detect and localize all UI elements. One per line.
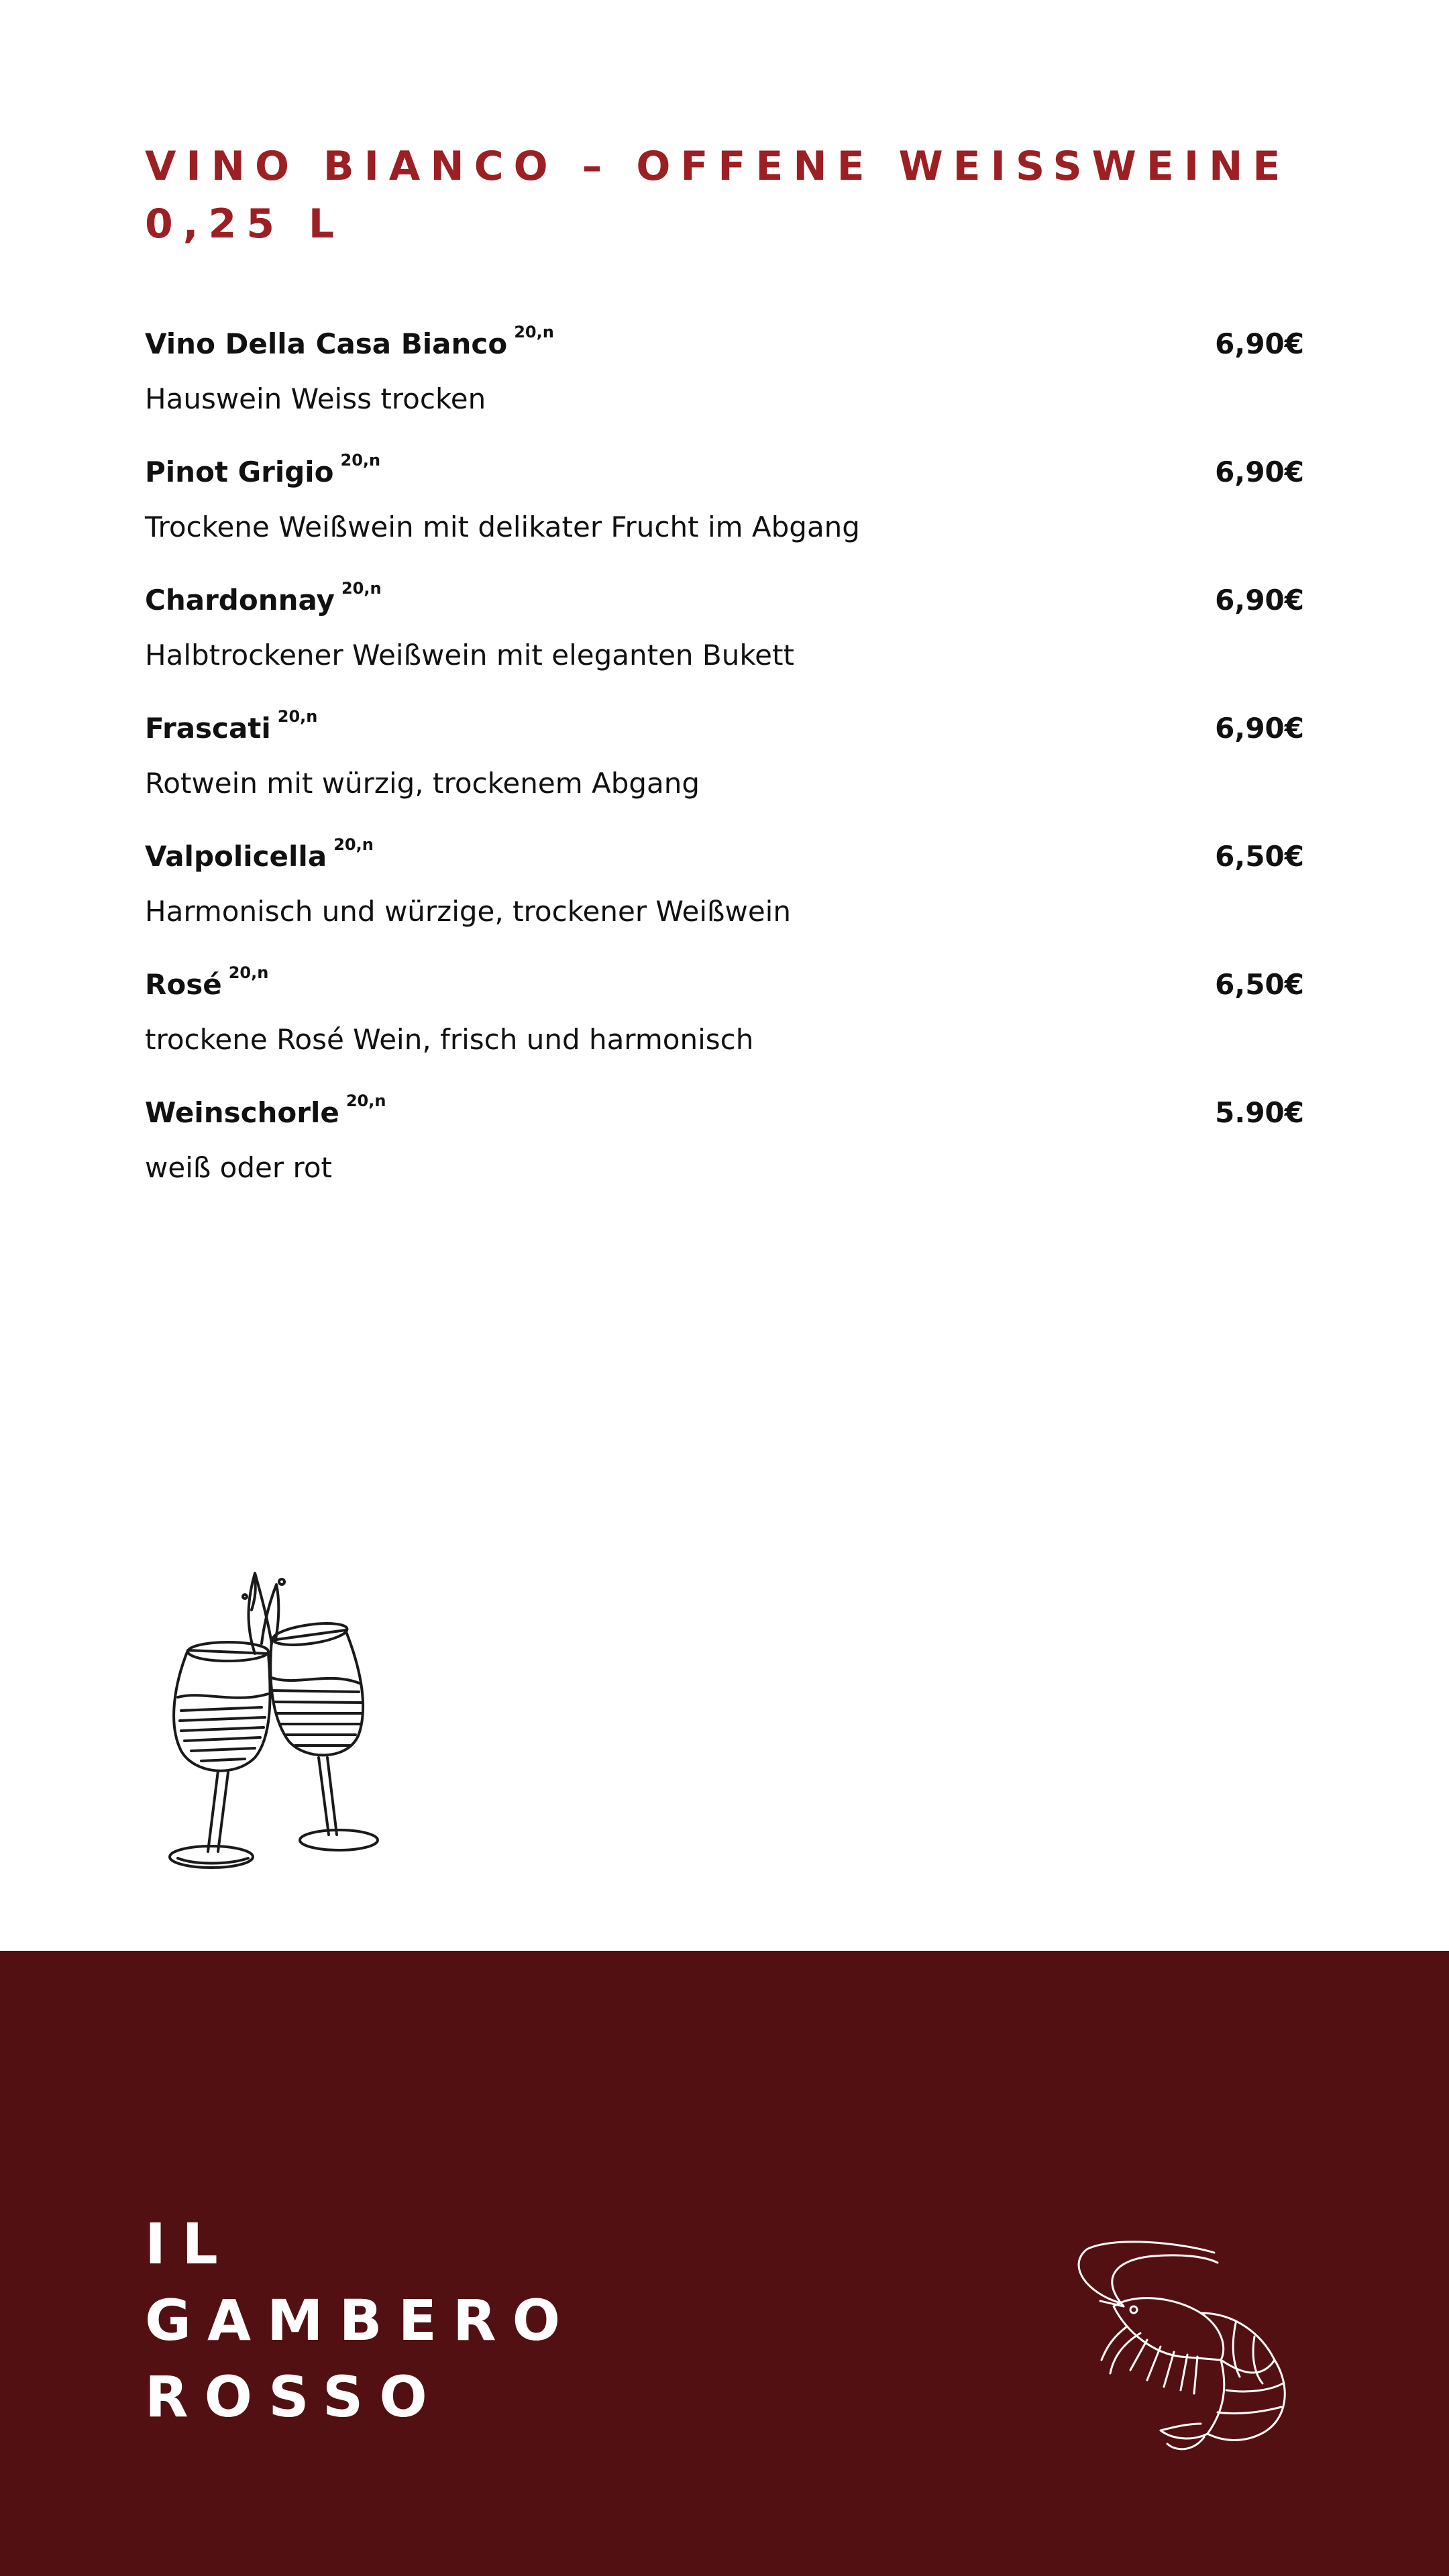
item-name: Vino Della Casa Bianco $^{20,n}$: [145, 323, 554, 360]
restaurant-name-line-2: GAMBERO: [145, 2288, 577, 2353]
item-price: 6,90€: [1215, 584, 1304, 616]
item-allergen-codes: 20,n: [333, 835, 374, 854]
page-title-line-1: VINO BIANCO – OFFENE WEISSWEINE: [145, 143, 1291, 190]
item-description: Hauswein Weiss trocken: [145, 382, 486, 415]
item-name: Pinot Grigio $^{20,n}$: [145, 451, 381, 488]
item-price: 6,50€: [1215, 840, 1304, 873]
item-allergen-codes: 20,n: [277, 707, 318, 726]
item-price: 6,50€: [1215, 968, 1304, 1001]
item-name: Frascati $^{20,n}$: [145, 707, 318, 745]
item-name: Rosé $^{20,n}$: [145, 963, 269, 1001]
item-name: Weinschorle $^{20,n}$: [145, 1091, 386, 1129]
restaurant-name-line-3: ROSSO: [145, 2364, 443, 2430]
item-price: 6,90€: [1215, 327, 1304, 360]
item-allergen-codes: 20,n: [345, 1091, 386, 1110]
item-allergen-codes: 20,n: [341, 579, 382, 598]
item-description: Rotwein mit würzig, trockenem Abgang: [145, 767, 700, 800]
wine-glasses-toast-illustration: [154, 1570, 402, 1885]
restaurant-name-line-1: IL: [145, 2211, 234, 2277]
menu-item-pinot-grigio: [145, 449, 1304, 577]
menu-item-valpolicella: [145, 833, 1304, 961]
page-title: [145, 138, 1339, 253]
menu-item-weinschorle: [145, 1089, 1304, 1218]
page-title-line-2: 0,25 L: [145, 201, 345, 248]
item-allergen-codes: 20,n: [228, 963, 269, 982]
item-description: trockene Rosé Wein, frisch und harmonisch: [145, 1023, 754, 1056]
shrimp-illustration: [1060, 2239, 1315, 2454]
item-price: 5.90€: [1215, 1096, 1304, 1129]
item-allergen-codes: 20,n: [514, 323, 554, 341]
item-allergen-codes: 20,n: [340, 451, 381, 470]
item-description: Harmonisch und würzige, trockener Weißwein: [145, 895, 791, 928]
restaurant-footer: [0, 1951, 1449, 2576]
item-description: weiß oder rot: [145, 1151, 332, 1184]
restaurant-name: [145, 2206, 576, 2435]
item-name: Valpolicella $^{20,n}$: [145, 835, 374, 873]
item-price: 6,90€: [1215, 712, 1304, 745]
wine-menu-list: [145, 321, 1304, 1218]
item-name: Chardonnay $^{20,n}$: [145, 579, 382, 616]
item-description: Trockene Weißwein mit delikater Frucht im Abgang: [145, 511, 860, 543]
item-description: Halbtrockener Weißwein mit eleganten Bukett: [145, 639, 794, 672]
menu-item-rose: [145, 961, 1304, 1089]
menu-item-vino-della-casa-bianco: [145, 321, 1304, 449]
item-price: 6,90€: [1215, 455, 1304, 488]
menu-item-chardonnay: [145, 577, 1304, 705]
menu-item-frascati: [145, 705, 1304, 833]
